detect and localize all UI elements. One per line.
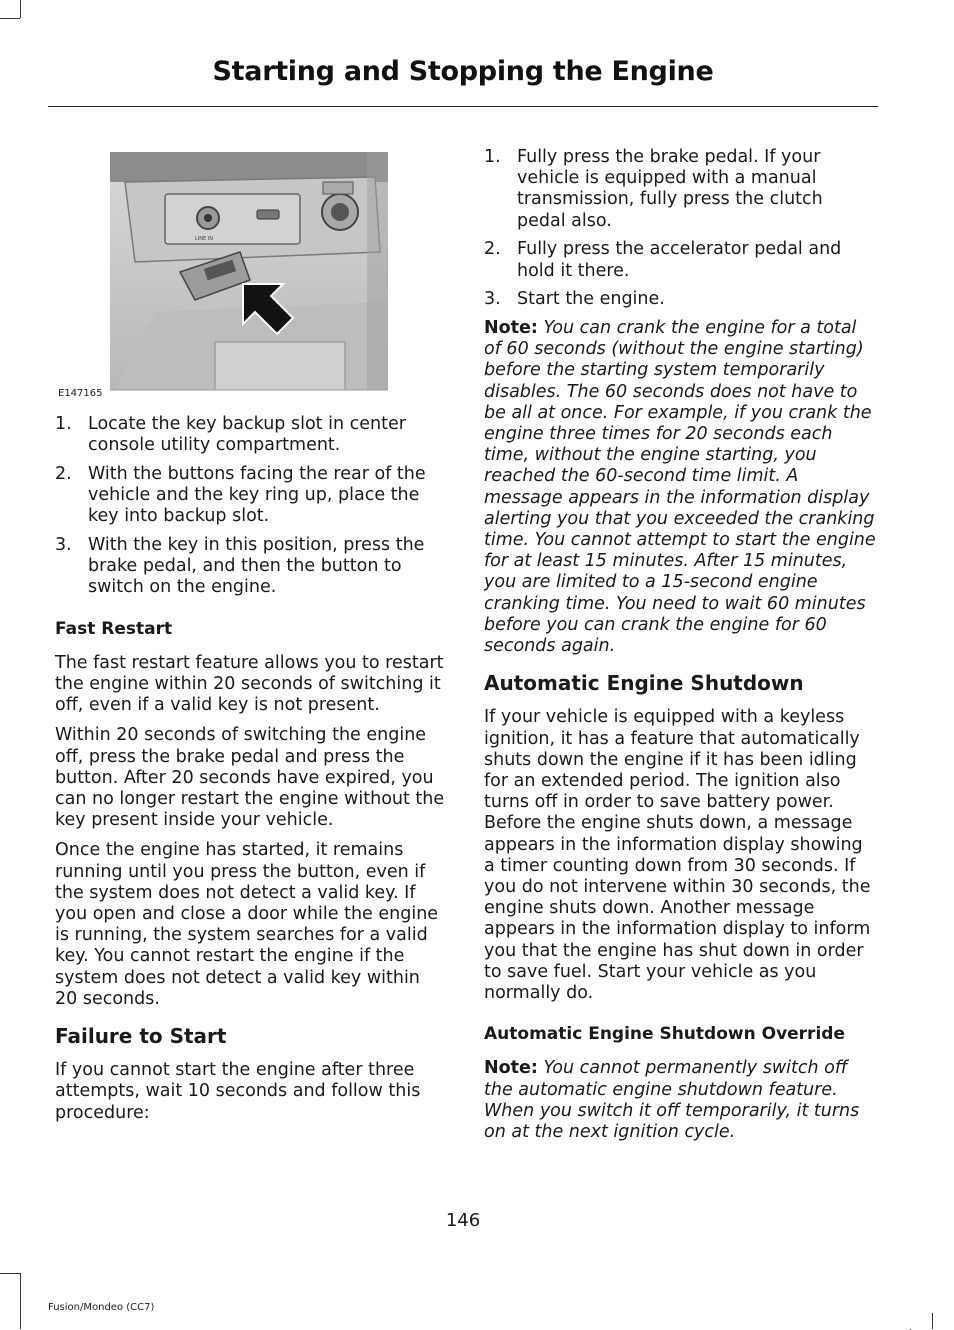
title-rule xyxy=(48,106,878,107)
crop-mark xyxy=(20,0,21,18)
page-title: Starting and Stopping the Engine xyxy=(212,56,714,87)
console-figure xyxy=(55,152,395,400)
crop-mark xyxy=(0,18,20,19)
paragraph: If your vehicle is equipped with a keyless ignition, it has a feature that automatically shuts down the engine if it has been idling for an extended period. The ignition also turns off in order to save battery power. Before the engine shuts down, a message appears in the information display showing a timer counting down from 30 seconds. If you do not intervene within 30 seconds, the engine shuts down. Another message appears in the information display to inform you that the engine has shut down in order to save fuel. Start your vehicle as you normally do. xyxy=(484,707,871,1004)
paragraph: If you cannot start the engine after three attempts, wait 10 seconds and follow this procedure: xyxy=(55,1060,421,1123)
crank-steps xyxy=(484,147,876,310)
page-number: 146 xyxy=(445,1210,481,1231)
paragraph: The fast restart feature allows you to restart the engine within 20 seconds of switching it off, even if a valid key is not present. xyxy=(55,652,444,716)
list-item: 3. Start the engine. xyxy=(484,289,665,310)
left-column xyxy=(55,414,447,1133)
list-item: 3. With the key in this position, press the brake pedal, and then the button to switch on the engine. xyxy=(55,535,425,598)
crop-mark xyxy=(0,1273,20,1274)
paragraph: Once the engine has started, it remains running until you press the button, even if the system does not detect a valid key. If you open and close a door while the engine is running, the system searches for a valid key. You cannot restart the engine if the system does not detect a valid key within 20 seconds. xyxy=(55,840,439,1009)
override-heading: Automatic Engine Shutdown Override xyxy=(484,1024,845,1045)
crop-mark xyxy=(20,1313,21,1329)
list-item: 1. Fully press the brake pedal. If your vehicle is equipped with a manual transmission, fully press the clutch pedal also. xyxy=(484,147,823,231)
crop-mark xyxy=(932,1313,933,1329)
console-illustration xyxy=(55,152,395,392)
usb-port-icon xyxy=(257,210,279,219)
figure-label: E147165 xyxy=(58,388,103,399)
svg-text:LINE IN: LINE IN xyxy=(195,236,213,242)
key-backup-steps xyxy=(55,414,447,599)
list-item: 2. Fully press the accelerator pedal and hold it there. xyxy=(484,239,842,281)
shutdown-heading: Automatic Engine Shutdown xyxy=(484,671,804,696)
list-item: 2. With the buttons facing the rear of the vehicle and the key ring up, place the key into backup slot. xyxy=(55,463,426,527)
note: Note: You can crank the engine for a total of 60 seconds (without the engine starting) before the starting system temporarily disables. The 60 seconds does not have to be all at once. For example, if you crank the engine three times for 20 seconds each time, without the engine starting, you reached the 60-second time limit. A message appears in the information display alerting you that you exceeded the cranking time. You cannot attempt to start the engine for at least 15 minutes. After 15 minutes, you are limited to a 15-second engine cranking time. You need to wait 60 minutes before you can crank the engine for 60 seconds again. xyxy=(484,317,876,656)
footer-model: Fusion/Mondeo (CC7) xyxy=(48,1302,155,1313)
right-column xyxy=(484,147,876,1152)
note: Note: You cannot permanently switch off the automatic engine shutdown feature. When you switch it off temporarily, it turns on at the next ignition cycle. xyxy=(484,1058,860,1143)
paragraph: Within 20 seconds of switching the engine off, press the brake pedal and press the button. After 20 seconds have expired, you can no longer restart the engine without the key present inside your vehicle. xyxy=(55,725,445,831)
failure-heading: Failure to Start xyxy=(55,1024,227,1049)
fast-restart-heading: Fast Restart xyxy=(55,618,173,639)
list-item: 1. Locate the key backup slot in center console utility compartment. xyxy=(55,414,406,456)
